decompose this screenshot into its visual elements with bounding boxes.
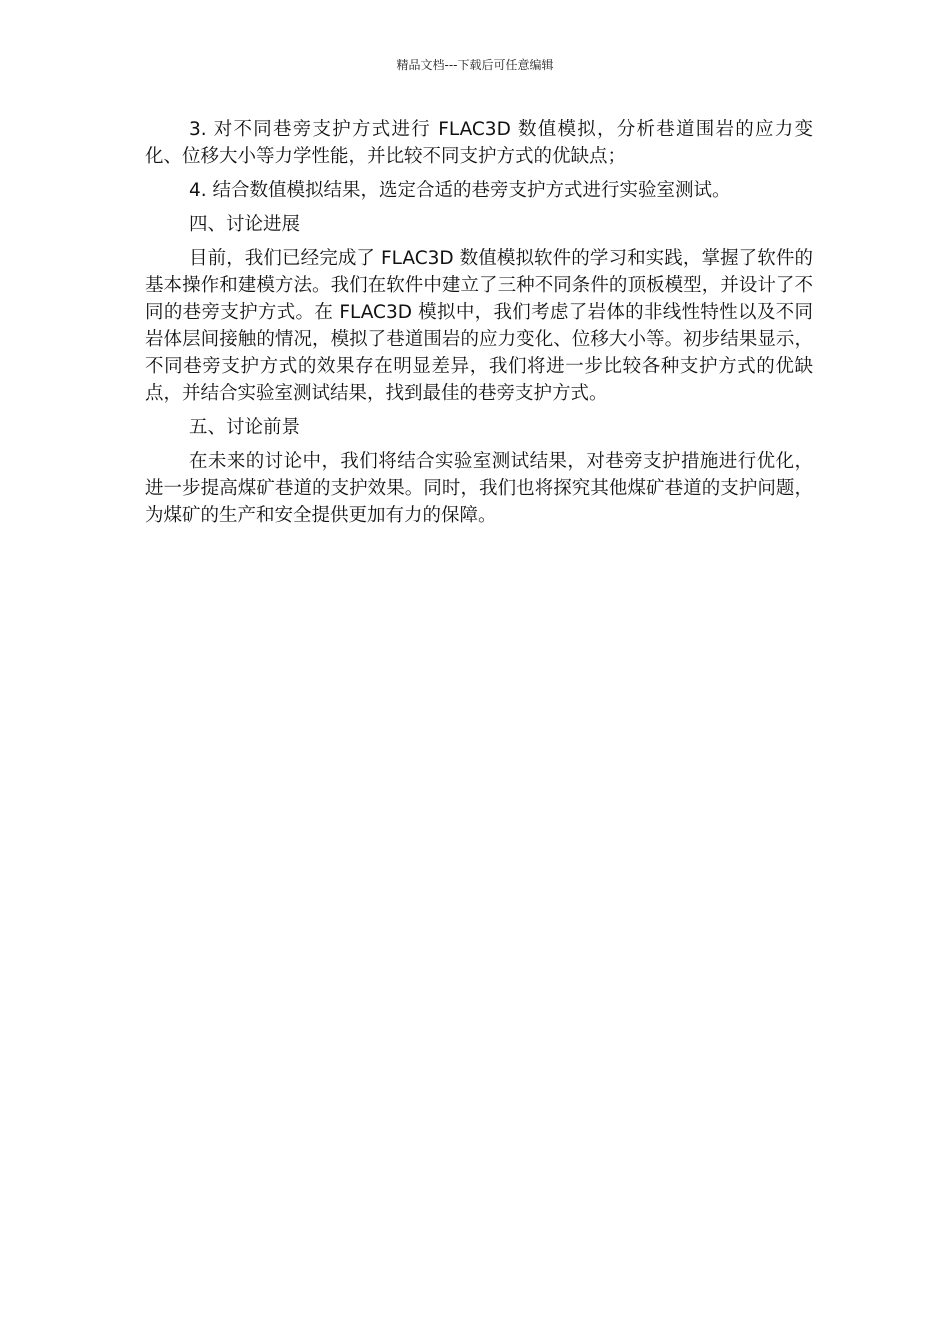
section-heading-prospects: 五、讨论前景	[189, 417, 301, 438]
paragraph-progress: 目前，我们已经完成了 FLAC3D 数值模拟软件的学习和实践，掌握了软件的基本操作和建模方法。我们在软件中建立了三种不同条件的顶板模型，并设计了不同的巷旁支护方式。在 FLAC3D 模拟中，我们考虑了岩体的非线性特性以及不同岩体层间接触的情况，模拟了巷道围岩的应力变化、位移大小等。初步结果显示，不同巷旁支护方式的效果存在明显差异，我们将进一步比较各种支护方式的优缺点，并结合实验室测试结果，找到最佳的巷旁支护方式。	[145, 248, 813, 404]
list-item-3: 3. 对不同巷旁支护方式进行 FLAC3D 数值模拟，分析巷道围岩的应力变化、位移大小等力学性能，并比较不同支护方式的优缺点；	[145, 119, 813, 167]
document-body	[145, 116, 813, 536]
paragraph-prospects: 在未来的讨论中，我们将结合实验室测试结果，对巷旁支护措施进行优化，进一步提高煤矿巷道的支护效果。同时，我们也将探究其他煤矿巷道的支护问题，为煤矿的生产和安全提供更加有力的保障。	[145, 451, 813, 526]
page-header: 精品文档---下载后可任意编辑	[396, 58, 554, 72]
list-item-4: 4. 结合数值模拟结果，选定合适的巷旁支护方式进行实验室测试。	[189, 180, 731, 201]
section-heading-progress: 四、讨论进展	[189, 214, 301, 235]
